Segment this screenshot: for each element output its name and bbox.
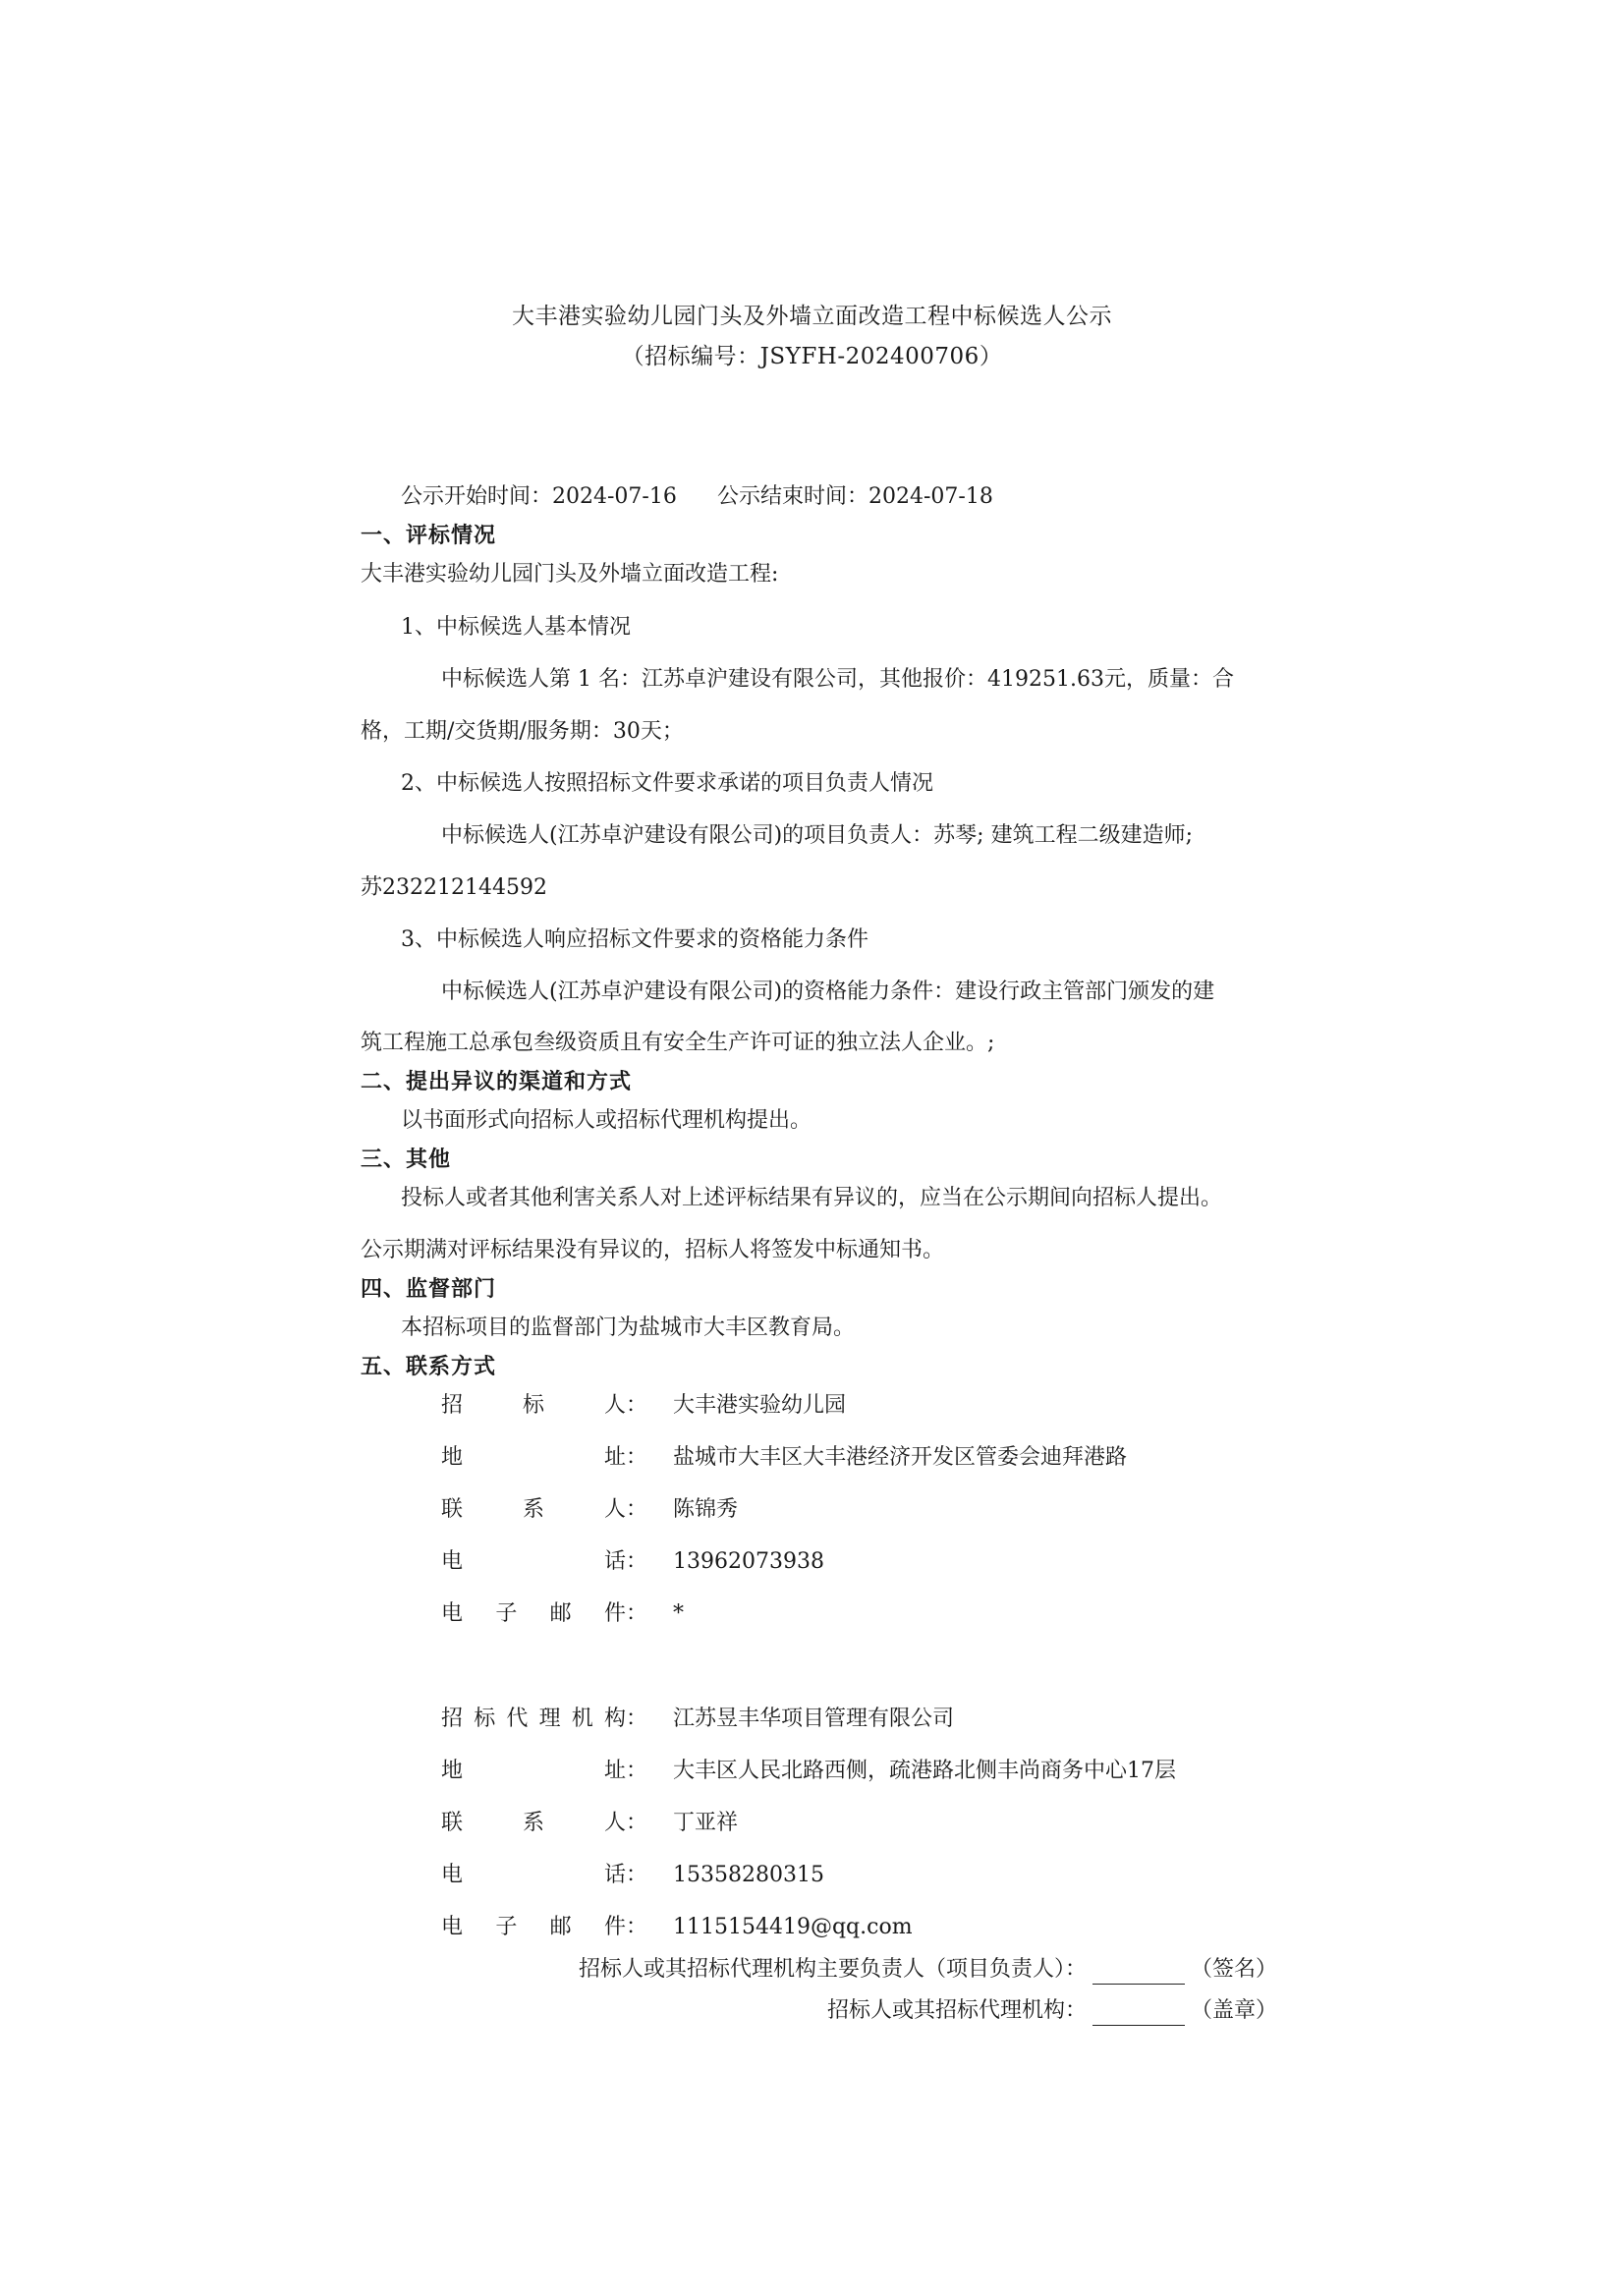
label-char: 招 [441,1707,464,1731]
label-char: 人： [603,1497,647,1522]
label-char: 件： [603,1601,647,1626]
label-char: 联 [441,1497,464,1522]
signature-suffix: （签名） [1190,1957,1277,1982]
seal-suffix: （盖章） [1190,1998,1277,2023]
tenderer-contact-label [441,1599,647,1629]
item2-line1: 中标候选人(江苏卓沪建设有限公司)的项目负责人：苏琴; 建筑工程二级建造师; [441,823,1193,848]
label-char: 标 [474,1707,496,1731]
agency-contact-value: 1115154419@qq.com [673,1915,913,1939]
tenderer-contact-value: 13962073938 [673,1549,824,1574]
label-char: 招 [441,1393,464,1418]
item3-title: 3、中标候选人响应招标文件要求的资格能力条件 [401,927,868,952]
label-char: 系 [522,1811,544,1835]
label-char: 话： [603,1549,647,1574]
agency-contact-label [441,1705,647,1734]
label-char: 电 [441,1863,464,1887]
tenderer-contact-label [441,1547,647,1577]
publicity-start-date: 公示开始时间：2024-07-16 [401,484,677,509]
item3-line1: 中标候选人(江苏卓沪建设有限公司)的资格能力条件：建设行政主管部门颁发的建 [441,980,1215,1004]
tenderer-contact-label [441,1495,647,1525]
section-heading-objection: 二、提出异议的渠道和方式 [361,1070,633,1094]
agency-contact-value: 15358280315 [673,1863,824,1887]
item3-line2: 筑工程施工总承包叁级资质且有安全生产许可证的独立法人企业。; [361,1031,995,1055]
label-char: 电 [441,1549,464,1574]
project-name: 大丰港实验幼儿园门头及外墙立面改造工程: [361,562,779,587]
label-char: 子 [495,1601,518,1626]
tenderer-contact-value: 大丰港实验幼儿园 [673,1393,847,1418]
label-char: 联 [441,1811,464,1835]
seal-label: 招标人或其招标代理机构： [826,1998,1087,2023]
label-char: 系 [522,1497,544,1522]
agency-contact-value: 大丰区人民北路西侧，疏港路北侧丰尚商务中心17层 [673,1759,1176,1783]
label-char: 人： [603,1811,647,1835]
agency-contact-value: 丁亚祥 [673,1811,739,1835]
label-char: 构： [603,1707,647,1731]
item2-line2: 苏232212144592 [361,875,547,900]
section-heading-evaluation: 一、评标情况 [361,524,497,548]
section-heading-other: 三、其他 [361,1148,452,1172]
label-char: 址： [603,1759,647,1783]
label-char: 址： [603,1445,647,1470]
label-char: 邮 [549,1915,572,1939]
supervision-text: 本招标项目的监督部门为盐城市大丰区教育局。 [401,1315,856,1340]
signature-blank-line[interactable] [1092,1958,1185,1985]
seal-row [827,1996,1277,2026]
signature-row [579,1955,1277,1985]
seal-blank-line[interactable] [1092,1999,1185,2026]
section-heading-contact: 五、联系方式 [361,1355,497,1379]
tenderer-contact-label [441,1391,647,1421]
label-char: 地 [441,1759,464,1783]
publicity-end-date: 公示结束时间：2024-07-18 [717,484,993,509]
item2-title: 2、中标候选人按照招标文件要求承诺的项目负责人情况 [401,771,933,796]
other-line2: 公示期满对评标结果没有异议的，招标人将签发中标通知书。 [361,1238,945,1262]
item1-line2: 格，工期/交货期/服务期：30天； [361,719,684,744]
label-char: 邮 [549,1601,572,1626]
label-char: 人： [603,1393,647,1418]
section-heading-supervision: 四、监督部门 [361,1277,497,1302]
agency-contact-label [441,1809,647,1838]
label-char: 机 [571,1707,593,1731]
tenderer-contact-value: * [673,1601,684,1626]
label-char: 代 [506,1707,529,1731]
agency-contact-value: 江苏昱丰华项目管理有限公司 [673,1707,955,1731]
tenderer-contact-label [441,1443,647,1473]
item1-title: 1、中标候选人基本情况 [401,615,631,640]
agency-contact-label [441,1913,647,1942]
page-title: 大丰港实验幼儿园门头及外墙立面改造工程中标候选人公示 [512,304,1112,329]
agency-contact-label [441,1757,647,1786]
tenderer-contact-value: 陈锦秀 [673,1497,739,1522]
item1-line1: 中标候选人第 1 名：江苏卓沪建设有限公司，其他报价：419251.63元，质量：合 [441,667,1234,692]
tenderer-contact-value: 盐城市大丰区大丰港经济开发区管委会迪拜港路 [673,1445,1128,1470]
label-char: 地 [441,1445,464,1470]
tender-number: （招标编号：JSYFH-202400706） [621,344,1003,369]
label-char: 件： [603,1915,647,1939]
agency-contact-label [441,1861,647,1890]
label-char: 电 [441,1601,464,1626]
label-char: 子 [495,1915,518,1939]
label-char: 话： [603,1863,647,1887]
label-char: 标 [522,1393,544,1418]
label-char: 理 [538,1707,561,1731]
signature-label: 招标人或其招标代理机构主要负责人（项目负责人）： [578,1957,1087,1982]
label-char: 电 [441,1915,464,1939]
other-line1: 投标人或者其他利害关系人对上述评标结果有异议的，应当在公示期间向招标人提出。 [401,1186,1223,1210]
objection-text: 以书面形式向招标人或招标代理机构提出。 [401,1108,812,1133]
